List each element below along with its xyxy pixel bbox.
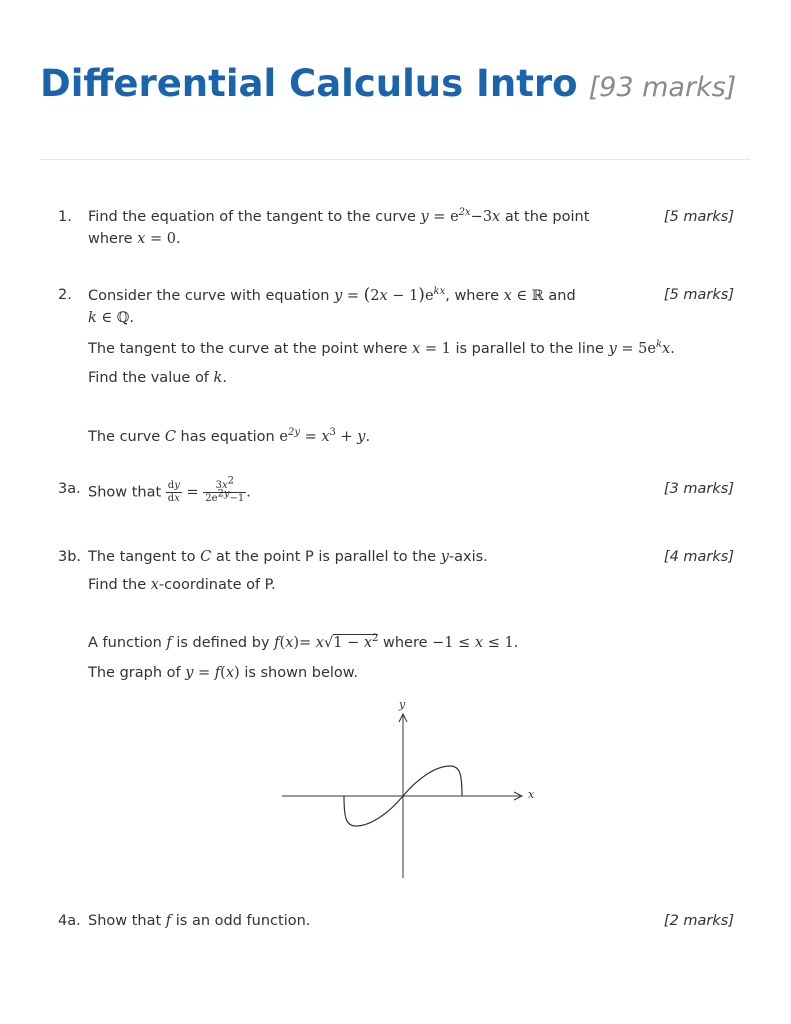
question-line: The curve C has equation $e^{2y} = x^3 + y$. bbox=[88, 427, 371, 445]
y-axis-label: y bbox=[399, 698, 406, 711]
question-line: Show that f is an odd function. bbox=[88, 913, 311, 929]
question-line: The graph of y = f(x) is shown below. bbox=[88, 665, 358, 681]
question-marks: [5 marks] bbox=[663, 287, 734, 303]
derivative-fraction: $\frac{dy}{dx}$ bbox=[167, 480, 180, 504]
question-body bbox=[88, 206, 633, 250]
question-line: Show that $\frac{dy}{dx}$ = $\frac{3x^2}{2e^{2y}-1}$ . bbox=[88, 475, 251, 504]
question-line: where x = 0. bbox=[88, 231, 181, 247]
question-marks: [5 marks] bbox=[663, 209, 734, 225]
x-axis-label: x bbox=[528, 788, 535, 801]
question-line: Find the equation of the tangent to the curve $y = e^{2x}-3x$ at the point bbox=[88, 207, 590, 225]
question-number: 3b. bbox=[58, 549, 82, 565]
title-text: Differential Calculus Intro bbox=[40, 62, 578, 105]
question-marks: [4 marks] bbox=[663, 549, 734, 565]
question-line: A function f is defined by $f(x)= x√1 - x^2$ where −1 ≤ x ≤ 1. bbox=[88, 633, 519, 651]
total-marks: [93 marks] bbox=[588, 72, 737, 103]
question-number: 1. bbox=[58, 209, 72, 225]
question-line: The tangent to the curve at the point where x = 1 is parallel to the line $y = 5e^kx$. bbox=[88, 339, 675, 357]
question-body bbox=[88, 284, 633, 329]
question-line: Find the x-coordinate of P. bbox=[88, 577, 276, 593]
question-number: 4a. bbox=[58, 913, 81, 929]
question-line: k ∈ ℚ. bbox=[88, 310, 134, 326]
title-divider bbox=[40, 159, 750, 160]
function-graph bbox=[270, 692, 550, 884]
result-fraction: $\frac{3x^2}{2e^{2y}-1}$ bbox=[205, 475, 245, 504]
question-marks: [3 marks] bbox=[663, 481, 734, 497]
question-marks: [2 marks] bbox=[663, 913, 734, 929]
question-line: Find the value of k. bbox=[88, 370, 227, 386]
question-line: The tangent to C at the point P is parallel to the y-axis. bbox=[88, 549, 488, 565]
question-number: 2. bbox=[58, 287, 72, 303]
question-line: Consider the curve with equation $y = (2x - 1)e^{kx}$, where x ∈ ℝ and bbox=[88, 285, 576, 305]
x-axis bbox=[282, 792, 522, 800]
page-title bbox=[40, 62, 740, 110]
question-number: 3a. bbox=[58, 481, 81, 497]
